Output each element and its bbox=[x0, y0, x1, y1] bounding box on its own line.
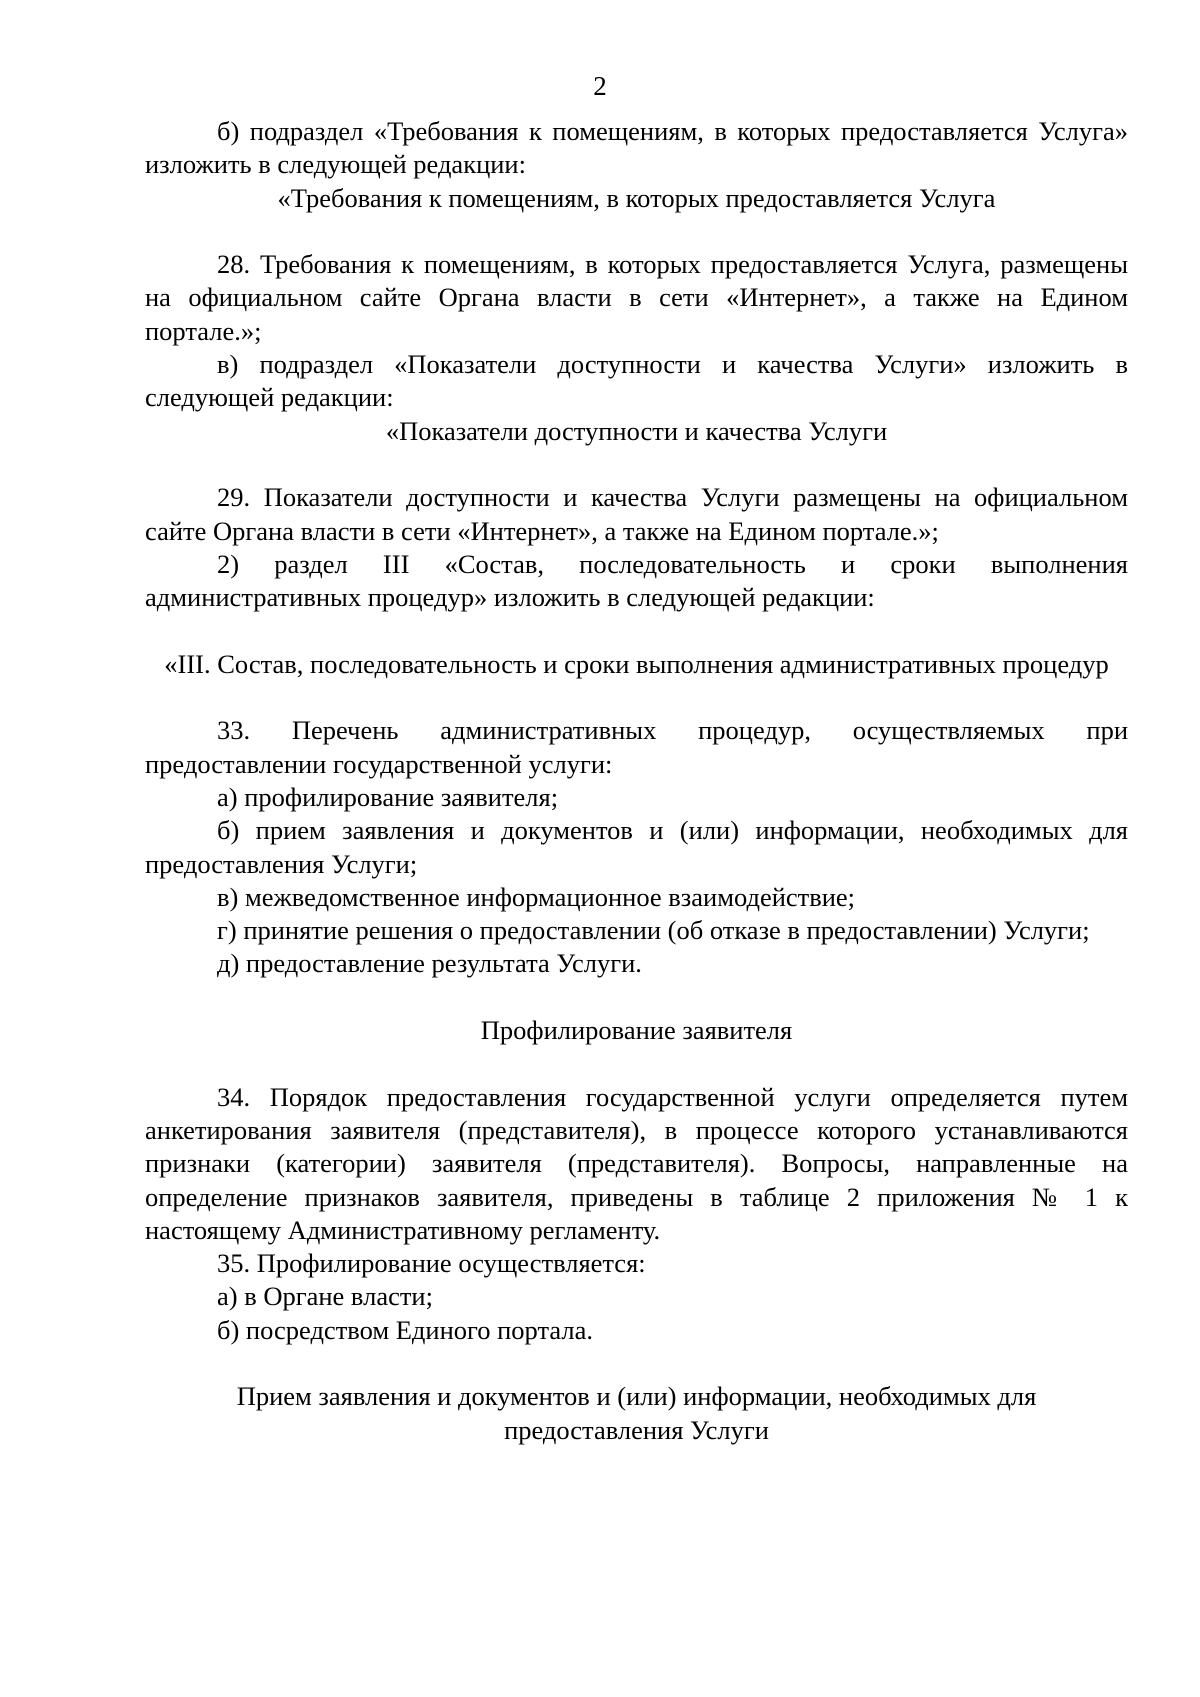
heading-applicant-profiling: Профилирование заявителя bbox=[480, 1015, 793, 1046]
heading-application-intake: Прием заявления и документов и (или) информации, необходимых для предоставления Услуги bbox=[236, 1381, 1037, 1445]
paragraph-35: 35. Профилирование осуществляется: bbox=[217, 1248, 646, 1279]
paragraph-amend-accessibility: в) подраздел «Показатели доступности и качества Услуги» изложить в следующей редакции: bbox=[145, 349, 1128, 413]
paragraph-33: 33. Перечень административных процедур, осуществляемых при предоставлении государственной услуги: bbox=[145, 715, 1128, 779]
paragraph-34: 34. Порядок предоставления государственной услуги определяется путем анкетирования заявителя (представителя), в процессе которого устанавливаются признаки (категории) заявителя (представителя). Вопросы, направленные на определение признаков заявителя, приведены в таблице 2 приложения № 1 к настоящему Административному регламенту. bbox=[145, 1081, 1128, 1245]
document-body bbox=[145, 115, 1128, 1447]
list-item-g: г) принятие решения о предоставлении (об отказе в предоставлении) Услуги; bbox=[217, 915, 1090, 946]
list-item-b: б) прием заявления и документов и (или) информации, необходимых для предоставления Услуги; bbox=[145, 815, 1128, 879]
spacer bbox=[145, 614, 1128, 647]
heading-section-3: «III. Состав, последовательность и сроки выполнения административных процедур bbox=[164, 648, 1109, 679]
list-item-v: в) межведомственное информационное взаимодействие; bbox=[217, 881, 856, 912]
spacer bbox=[145, 1347, 1128, 1380]
page-number: 2 bbox=[593, 71, 607, 101]
list-item-b-portal: б) посредством Единого портала. bbox=[217, 1314, 593, 1345]
heading-accessibility-quality: «Показатели доступности и качества Услуги bbox=[385, 415, 888, 446]
paragraph-28: 28. Требования к помещениям, в которых предоставляется Услуга, размещены на официальном сайте Органа власти в сети «Интернет», а также на Едином портале.»; bbox=[145, 249, 1128, 346]
heading-premises-requirements: «Требования к помещениям, в которых предоставляется Услуга bbox=[277, 182, 996, 213]
list-item-d: д) предоставление результата Услуги. bbox=[217, 948, 642, 979]
spacer bbox=[145, 215, 1128, 248]
paragraph-amend-section-3: 2) раздел III «Состав, последовательность и сроки выполнения административных процедур» изложить в следующей редакции: bbox=[145, 548, 1128, 613]
spacer bbox=[145, 448, 1128, 481]
paragraph-amend-premises: б) подраздел «Требования к помещениям, в которых предоставляется Услуга» изложить в следующей редакции: bbox=[145, 116, 1128, 180]
paragraph-29: 29. Показатели доступности и качества Услуги размещены на официальном сайте Органа власти в сети «Интернет», а также на Едином портале.»; bbox=[145, 482, 1128, 546]
spacer bbox=[145, 681, 1128, 714]
spacer bbox=[145, 1047, 1128, 1080]
spacer bbox=[145, 981, 1128, 1014]
list-item-a-authority: а) в Органе власти; bbox=[217, 1281, 433, 1312]
list-item-a: а) профилирование заявителя; bbox=[217, 781, 559, 812]
